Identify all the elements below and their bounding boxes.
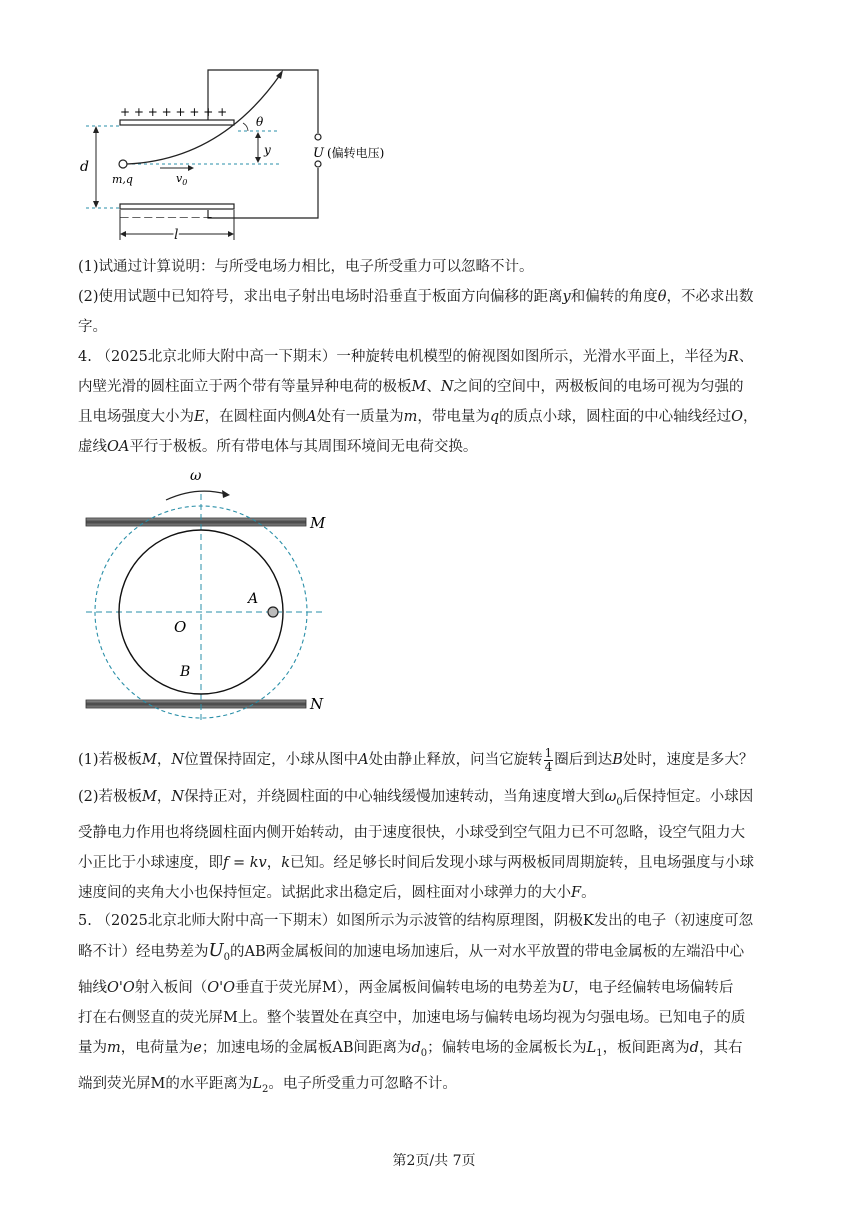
label-U: U (偏转电压) xyxy=(313,146,385,161)
plus-charges: + + + + + + + + xyxy=(120,105,228,119)
label-v0: $v_0$ xyxy=(176,172,188,187)
q3-subquestions xyxy=(78,252,794,342)
label-O: O xyxy=(174,618,187,636)
upper-plate xyxy=(120,120,234,125)
label-theta: θ xyxy=(256,115,264,129)
label-N: N xyxy=(310,695,324,713)
label-mq: m,q xyxy=(112,173,133,186)
circuit-wire xyxy=(208,168,318,218)
q3-sub1: (1)试通过计算说明：与所受电场力相比，电子所受重力可以忽略不计。 xyxy=(78,259,534,275)
deflection-diagram xyxy=(70,60,430,250)
omega-label: ω xyxy=(190,468,202,484)
label-l: l xyxy=(174,227,179,243)
terminal-bottom xyxy=(315,161,321,167)
minus-charges: — — — — — — — — xyxy=(120,213,213,223)
q4-sub2: (2)若极板M，N保持正对，并绕圆柱面的中心轴线缓慢加速转动，当角速度增大到$\omega_0$后保持恒定。小球因 xyxy=(78,789,754,808)
q4-sub1: (1)若极板M，N位置保持固定，小球从图中A处由静止释放，问当它旋转 $\frac{1}{4}$ 圈后到达B处时，速度是多大？ xyxy=(78,745,754,774)
q5-stem: 5. （2025北京北师大附中高一下期末）如图所示为示波管的结构原理图，阴极K发出的电子（初速度可忽 略不计）经电势差为$U_0$的AB两金属板间的加速电场加速后，从一对水平放置的带电金属板的左端沿中心 轴线O'O射入板间（O'O垂直于荧光屏M），两金属板间偏转电场的电势差为U，电子经偏转电场偏转后 打在右侧竖直的荧光屏M上。整个装置处在真空中，加速电场与偏转电场均视为匀强电场。已知电子的质 量为m，电荷量为e；加速电场的金属板AB间距离为$d_0$；偏转电场的金属板长为$L_1$，板间距离为d，其右 端到荧光屏M的水平距离为$L_2$。电子所受重力可忽略不计。 xyxy=(78,913,754,1095)
q4-subquestions: (1)若极板M，N位置保持固定，小球从图中A处由静止释放，问当它旋转 $\frac{1}{4}$ 圈后到达B处时，速度是多大？ (2)若极板M，N保持正对，并绕圆柱面的中心轴线缓慢加速转动，当角速度增大到$\omega_0$后保持恒定。小球因 受静电力作用也将绕圆柱面内侧开始转动，由于速度很快，小球受到空气阻力已不可忽略，设空气阻力大 小正比于小球速度，即f = kv，k已知。经足够长时间后发现小球与两极板同周期旋转，且电场强度与小球 速度间的夹角大小也保持恒定。试据此求出稳定后，圆柱面对小球弹力的大小F。 xyxy=(78,744,794,908)
theta-arc xyxy=(243,123,248,131)
q3-sub2: (2)使用试题中已知符号，求出电子射出电场时沿垂直于板面方向偏移的距离y和偏转的角度θ，不必求出数 xyxy=(78,289,754,305)
label-B: B xyxy=(180,664,191,680)
label-A: A xyxy=(248,591,259,607)
plate-N xyxy=(86,700,306,708)
fraction-quarter: $\frac{1}{4}$ xyxy=(544,745,553,774)
ball-A xyxy=(268,607,278,617)
q3-sub2-cont: 字。 xyxy=(78,319,107,335)
rotor-diagram xyxy=(70,462,350,722)
page-number: 第2页/共 7页 xyxy=(392,1153,476,1169)
q4-stem: 4. （2025北京北师大附中高一下期末）一种旋转电机模型的俯视图如图所示，光滑水平面上，半径为R、 内壁光滑的圆柱面立于两个带有等量异种电荷的极板M、N之间的空间中，两极板间的电场可视为匀强的 且电场强度大小为E，在圆柱面内侧A处有一质量为m，带电量为q的质点小球，圆柱面的中心轴线经过O， 虚线OA平行于极板。所有带电体与其周围环境间无电荷交换。 xyxy=(78,349,758,455)
particle xyxy=(119,160,127,168)
plate-M xyxy=(86,518,306,526)
label-d: d xyxy=(80,159,89,175)
label-y: y xyxy=(264,143,271,157)
label-M: M xyxy=(310,514,326,532)
lower-plate xyxy=(120,204,234,209)
terminal-top xyxy=(315,134,321,140)
rotation-arrow xyxy=(166,491,226,500)
